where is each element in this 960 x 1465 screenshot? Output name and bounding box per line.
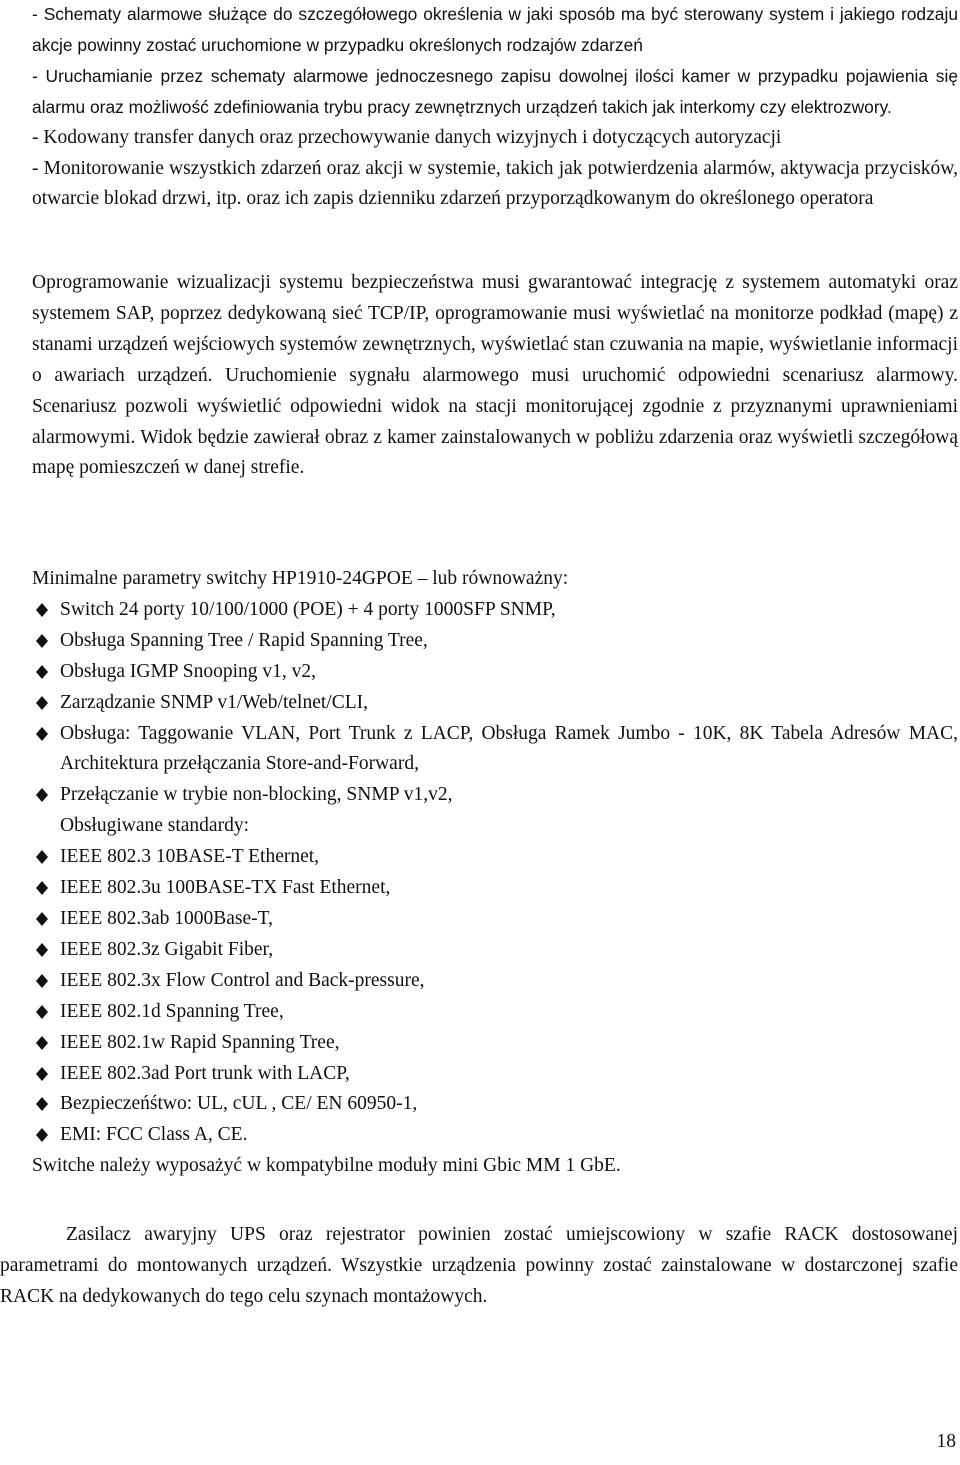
diamond-bullet-icon — [36, 974, 48, 988]
diamond-bullet-icon — [36, 881, 48, 895]
list-item: IEEE 802.1w Rapid Spanning Tree, — [32, 1028, 958, 1059]
diamond-bullet-icon — [36, 912, 48, 926]
list-item: IEEE 802.3 10BASE-T Ethernet, — [32, 842, 958, 873]
list-item: Obsługa IGMP Snooping v1, v2, — [32, 657, 958, 688]
gbic-note: Switche należy wyposażyć w kompatybilne moduły mini Gbic MM 1 GbE. — [32, 1155, 621, 1177]
list-item: EMI: FCC Class A, CE. — [32, 1120, 958, 1151]
diamond-bullet-icon — [36, 1097, 48, 1111]
diamond-bullet-icon — [36, 727, 48, 741]
rack-paragraph: Zasilacz awaryjny UPS oraz rejestrator powinien zostać umiejscowiony w szafie RACK dostosowanej parametrami do montowanych urządzeń. Wszystkie urządzenia powinny zostać zainstalowane w dostarczonej szafie RACK na dedykowanych do tego celu szynach montażowych. — [0, 1224, 958, 1307]
list-item: IEEE 802.3z Gigabit Fiber, — [32, 935, 958, 966]
page-number: 18 — [936, 1431, 956, 1452]
diamond-bullet-icon — [36, 696, 48, 710]
list-item: Przełączanie w trybie non-blocking, SNMP v1,v2, — [32, 780, 958, 811]
list-item: IEEE 802.3u 100BASE-TX Fast Ethernet, — [32, 873, 958, 904]
list-item: Switch 24 porty 10/100/1000 (POE) + 4 porty 1000SFP SNMP, — [32, 595, 958, 626]
list-item: Bezpieczeńśtwo: UL, cUL , CE/ EN 60950-1, — [32, 1089, 958, 1120]
switch-spec-section — [32, 564, 958, 1182]
list-item: IEEE 802.3x Flow Control and Back-pressure, — [32, 966, 958, 997]
diamond-bullet-icon — [36, 1036, 48, 1050]
feature-alarm-schemes: - Schematy alarmowe służące do szczegółowego określenia w jaki sposób ma być sterowany system i jakiego rodzaju akcje powinny zostać uruchomione w przypadku określonych rodzajów zdarzeń — [32, 4, 958, 55]
list-item: Zarządzanie SNMP v1/Web/telnet/CLI, — [32, 688, 958, 719]
list-item: IEEE 802.1d Spanning Tree, — [32, 997, 958, 1028]
visualization-paragraph: Oprogramowanie wizualizacji systemu bezpieczeństwa musi gwarantować integrację z systemem automatyki oraz systemem SAP, poprzez dedykowaną sieć TCP/IP, oprogramowanie musi wyświetlać na monitorze podkład (mapę) z stanami urządzeń wejściowych systemów zewnętrznych, wyświetlać stan czuwania na mapie, wyświetlanie informacji o awariach urządzeń. Uruchomienie sygnału alarmowego musi uruchomić odpowiedni scenariusz alarmowy. Scenariusz pozwoli wyświetlić odpowiedni widok na stacji monitorującej zgodnie z przyznanymi uprawnieniami alarmowymi. Widok będzie zawierał obraz z kamer zainstalowanych w pobliżu zdarzenia oraz wyświetli szczegółową mapę pomieszczeń w danej strefie. — [32, 272, 958, 479]
feature-encoded-transfer: - Kodowany transfer danych oraz przechowywanie danych wizyjnych i dotyczących autoryzacji — [32, 126, 782, 148]
diamond-bullet-icon — [36, 1067, 48, 1081]
diamond-bullet-icon — [36, 603, 48, 617]
standards-label: Obsługiwane standardy: — [60, 815, 250, 837]
feature-alarm-recording: - Uruchamianie przez schematy alarmowe jednoczesnego zapisu dowolnej ilości kamer w przypadku pojawienia się alarmu oraz możliwość zdefiniowania trybu pracy zewnętrznych urządzeń takich jak interkomy czy elektrozwory. — [32, 65, 958, 117]
diamond-bullet-icon — [36, 634, 48, 648]
list-item: Obsługa Spanning Tree / Rapid Spanning Tree, — [32, 626, 958, 657]
diamond-bullet-icon — [36, 1128, 48, 1142]
diamond-bullet-icon — [36, 665, 48, 679]
diamond-bullet-icon — [36, 1005, 48, 1019]
switch-spec-title: Minimalne parametry switchy HP1910-24GPOE – lub równoważny: — [32, 568, 569, 589]
diamond-bullet-icon — [36, 850, 48, 864]
list-item: IEEE 802.3ad Port trunk with LACP, — [32, 1059, 958, 1090]
feature-event-monitoring: - Monitorowanie wszystkich zdarzeń oraz akcji w systemie, takich jak potwierdzenia alarmów, aktywacja przycisków, otwarcie blokad drzwi, itp. oraz ich zapis dzienniku zdarzeń przyporządkowanym do określonego operatora — [32, 157, 958, 210]
list-item: Obsługa: Taggowanie VLAN, Port Trunk z LACP, Obsługa Ramek Jumbo - 10K, 8K Tabela Adresów MAC, Architektura przełączania Store-and-Forward, — [32, 719, 958, 781]
switch-spec-list — [32, 595, 958, 1151]
list-item: IEEE 802.3ab 1000Base-T, — [32, 904, 958, 935]
feature-list — [32, 0, 958, 215]
diamond-bullet-icon — [36, 788, 48, 802]
diamond-bullet-icon — [36, 943, 48, 957]
